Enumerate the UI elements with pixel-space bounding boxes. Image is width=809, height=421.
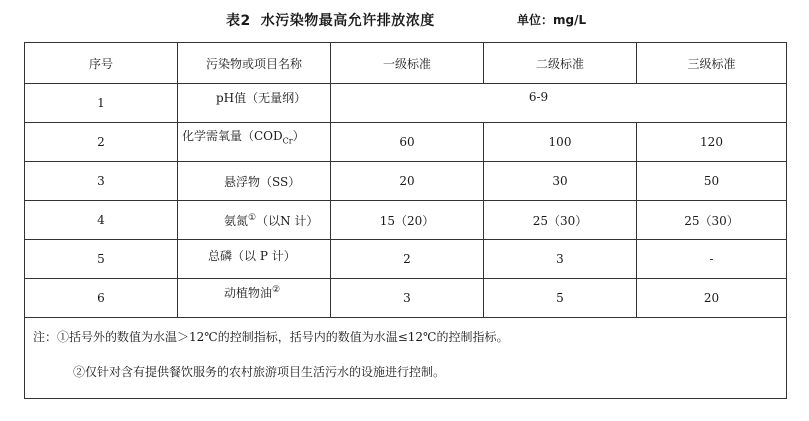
name-prefix: 动植物油 xyxy=(224,285,273,300)
title-row xyxy=(0,10,809,32)
footnote-mark: ① xyxy=(248,212,257,223)
grade1-value: 60 xyxy=(331,123,484,162)
merged-value: 6-9 xyxy=(528,90,549,104)
grade3-value: 50 xyxy=(637,162,787,201)
pollutant-name xyxy=(178,162,331,201)
table-row xyxy=(25,279,787,318)
grade1-value: 2 xyxy=(331,240,484,279)
pollutant-name-text: 总磷（以 P 计） xyxy=(208,248,296,263)
grade3-value: 120 xyxy=(637,123,787,162)
grade3-value: 25（30） xyxy=(637,201,787,240)
header-cell-grade3: 三级标准 xyxy=(637,43,787,84)
unit-label: 单位：mg/L xyxy=(517,13,587,27)
notes-row xyxy=(25,318,787,399)
name-suffix: ） xyxy=(292,128,305,143)
standards-table-container xyxy=(24,42,786,399)
table-title-text: 水污染物最高允许排放浓度 xyxy=(260,13,435,29)
row-number: 4 xyxy=(25,201,178,240)
table-row xyxy=(25,84,787,123)
pollutant-name-text xyxy=(178,284,280,301)
name-prefix: 化学需氧量（COD xyxy=(182,128,283,143)
pollutant-name-text: pH值（无量纲） xyxy=(216,90,307,105)
merged-value-cell xyxy=(331,84,787,123)
grade3-value: - xyxy=(637,240,787,279)
table-title xyxy=(226,10,435,30)
pollutant-name-text: 悬浮物（SS） xyxy=(224,174,301,189)
table-number: 表2 xyxy=(226,13,251,29)
header-row xyxy=(25,43,787,84)
note-line-1: 注：①括号外的数值为水温＞12℃的控制指标，括号内的数值为水温≤12℃的控制指标。 xyxy=(33,330,509,344)
footnote-mark: ② xyxy=(272,284,281,295)
row-number: 5 xyxy=(25,240,178,279)
table-row xyxy=(25,201,787,240)
pollutant-name-text xyxy=(178,212,318,229)
grade1-value: 20 xyxy=(331,162,484,201)
name-prefix: 氨氮 xyxy=(224,213,249,228)
note-line-2: ②仅针对含有提供餐饮服务的农村旅游项目生活污水的设施进行控制。 xyxy=(73,365,446,379)
header-cell-no: 序号 xyxy=(25,43,178,84)
pollutant-name xyxy=(178,279,331,318)
pollutant-name-text xyxy=(178,127,305,145)
row-number: 2 xyxy=(25,123,178,162)
row-number: 6 xyxy=(25,279,178,318)
name-subscript: Cr xyxy=(282,136,293,146)
name-suffix: （以N 计） xyxy=(256,213,319,228)
notes-cell xyxy=(25,318,787,399)
pollutant-name xyxy=(178,84,331,123)
grade1-value: 3 xyxy=(331,279,484,318)
standards-table xyxy=(24,42,787,399)
table-row xyxy=(25,123,787,162)
grade1-value: 15（20） xyxy=(331,201,484,240)
pollutant-name xyxy=(178,240,331,279)
pollutant-name xyxy=(178,123,331,162)
row-number: 3 xyxy=(25,162,178,201)
grade3-value: 20 xyxy=(637,279,787,318)
grade2-value: 100 xyxy=(484,123,637,162)
table-row xyxy=(25,240,787,279)
table-row xyxy=(25,162,787,201)
grade2-value: 5 xyxy=(484,279,637,318)
grade2-value: 3 xyxy=(484,240,637,279)
header-cell-grade2: 二级标准 xyxy=(484,43,637,84)
pollutant-name xyxy=(178,201,331,240)
grade2-value: 25（30） xyxy=(484,201,637,240)
row-number: 1 xyxy=(25,84,178,123)
grade2-value: 30 xyxy=(484,162,637,201)
header-cell-name: 污染物或项目名称 xyxy=(178,43,331,84)
header-cell-grade1: 一级标准 xyxy=(331,43,484,84)
